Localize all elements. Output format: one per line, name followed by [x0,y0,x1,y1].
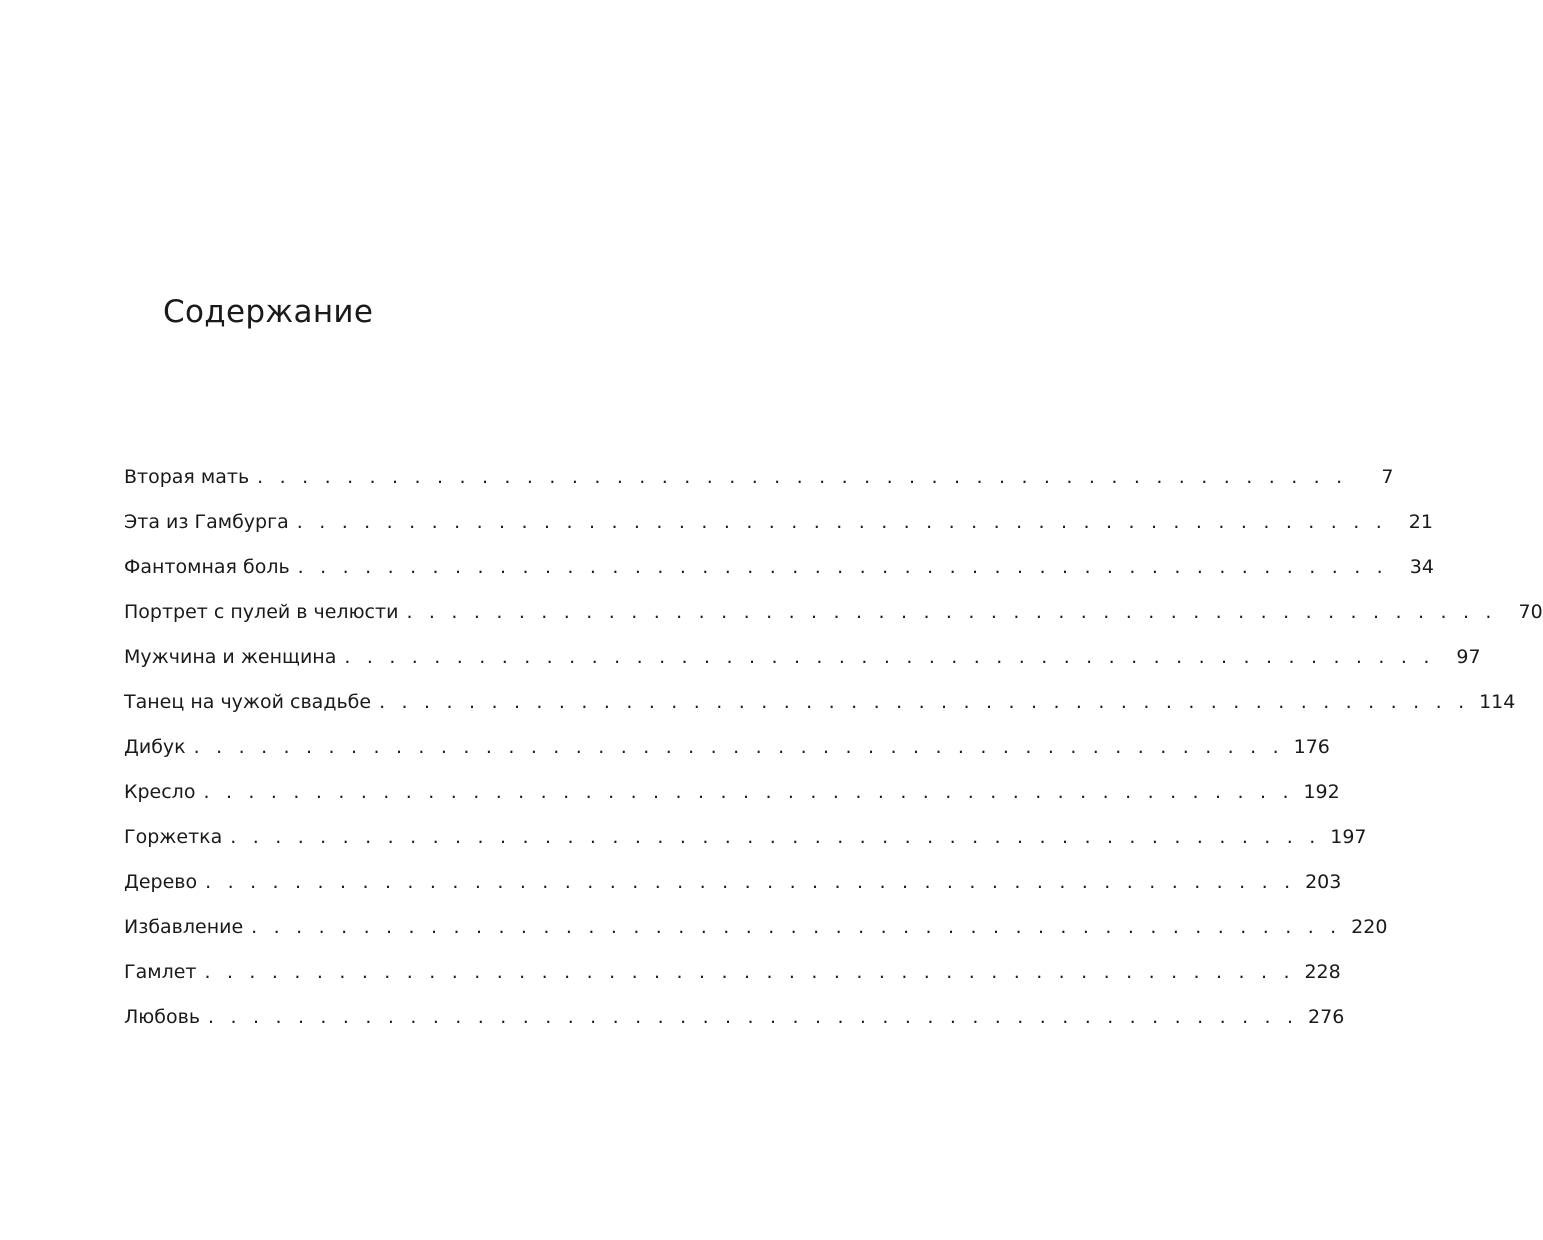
toc-page-number: 21 [1408,511,1433,533]
toc-page-number: 7 [1381,466,1394,488]
toc-entry-title: Гамлет [124,961,197,983]
toc-entry[interactable] [124,462,1394,507]
toc-page-number: 276 [1308,1006,1345,1028]
dot-leader: . . . . . . . . . . . . . . . . . . . . . . . . . . . . . . . . . . . . . . . . . . . . . . . . . [208,1006,1299,1028]
toc-entry[interactable] [124,912,1388,957]
toc-entry-title: Любовь [124,1006,201,1028]
toc-entry[interactable] [124,642,1481,687]
dot-leader: . . . . . . . . . . . . . . . . . . . . . . . . . . . . . . . . . . . . . . . . . . . . . . . . . [257,466,1348,488]
dot-leader: . . . . . . . . . . . . . . . . . . . . . . . . . . . . . . . . . . . . . . . . . . . . . . . . . [251,916,1342,938]
toc-entry-title: Вторая мать [124,466,250,488]
toc-entry-title: Эта из Гамбурга [124,511,289,533]
toc-entry-title: Кресло [124,781,196,803]
page-title: Содержание [163,294,374,330]
dot-leader: . . . . . . . . . . . . . . . . . . . . . . . . . . . . . . . . . . . . . . . . . . . . . . . . . [344,646,1435,668]
toc-entry[interactable] [124,552,1434,597]
toc-entry-title: Портрет с пулей в челюсти [124,601,399,623]
toc-page-number: 70 [1518,601,1543,623]
toc-entry[interactable] [124,732,1330,777]
toc-page-number: 228 [1304,961,1341,983]
toc-entry[interactable] [124,867,1342,912]
toc-page-number: 197 [1330,826,1367,848]
toc-entry-title: Горжетка [124,826,223,848]
table-of-contents [124,462,1543,1047]
toc-page-number: 176 [1293,736,1330,758]
toc-entry[interactable] [124,597,1543,642]
toc-entry-title: Танец на чужой свадьбе [124,691,372,713]
toc-page-number: 220 [1351,916,1388,938]
dot-leader: . . . . . . . . . . . . . . . . . . . . . . . . . . . . . . . . . . . . . . . . . . . . . . . . . [193,736,1284,758]
toc-entry-title: Фантомная боль [124,556,290,578]
toc-page-number: 203 [1305,871,1342,893]
toc-page-number: 34 [1409,556,1434,578]
dot-leader: . . . . . . . . . . . . . . . . . . . . . . . . . . . . . . . . . . . . . . . . . . . . . . . . . [379,691,1470,713]
toc-entry-title: Мужчина и женщина [124,646,337,668]
toc-entry[interactable] [124,687,1516,732]
toc-page-number: 192 [1303,781,1340,803]
toc-entry[interactable] [124,822,1367,867]
dot-leader: . . . . . . . . . . . . . . . . . . . . . . . . . . . . . . . . . . . . . . . . . . . . . . . . . [296,511,1387,533]
toc-page-number: 97 [1456,646,1481,668]
dot-leader: . . . . . . . . . . . . . . . . . . . . . . . . . . . . . . . . . . . . . . . . . . . . . . . . . [203,781,1294,803]
toc-entry-title: Избавление [124,916,244,938]
toc-entry[interactable] [124,507,1433,552]
toc-page-number: 114 [1479,691,1516,713]
toc-entry[interactable] [124,777,1340,822]
dot-leader: . . . . . . . . . . . . . . . . . . . . . . . . . . . . . . . . . . . . . . . . . . . . . . . . . [230,826,1321,848]
dot-leader: . . . . . . . . . . . . . . . . . . . . . . . . . . . . . . . . . . . . . . . . . . . . . . . . . [205,871,1296,893]
dot-leader: . . . . . . . . . . . . . . . . . . . . . . . . . . . . . . . . . . . . . . . . . . . . . . . . . [204,961,1295,983]
toc-entry[interactable] [124,1002,1345,1047]
toc-entry[interactable] [124,957,1341,1002]
toc-entry-title: Дибук [124,736,186,758]
dot-leader: . . . . . . . . . . . . . . . . . . . . . . . . . . . . . . . . . . . . . . . . . . . . . . . . . [297,556,1388,578]
dot-leader: . . . . . . . . . . . . . . . . . . . . . . . . . . . . . . . . . . . . . . . . . . . . . . . . . [406,601,1497,623]
toc-entry-title: Дерево [124,871,198,893]
